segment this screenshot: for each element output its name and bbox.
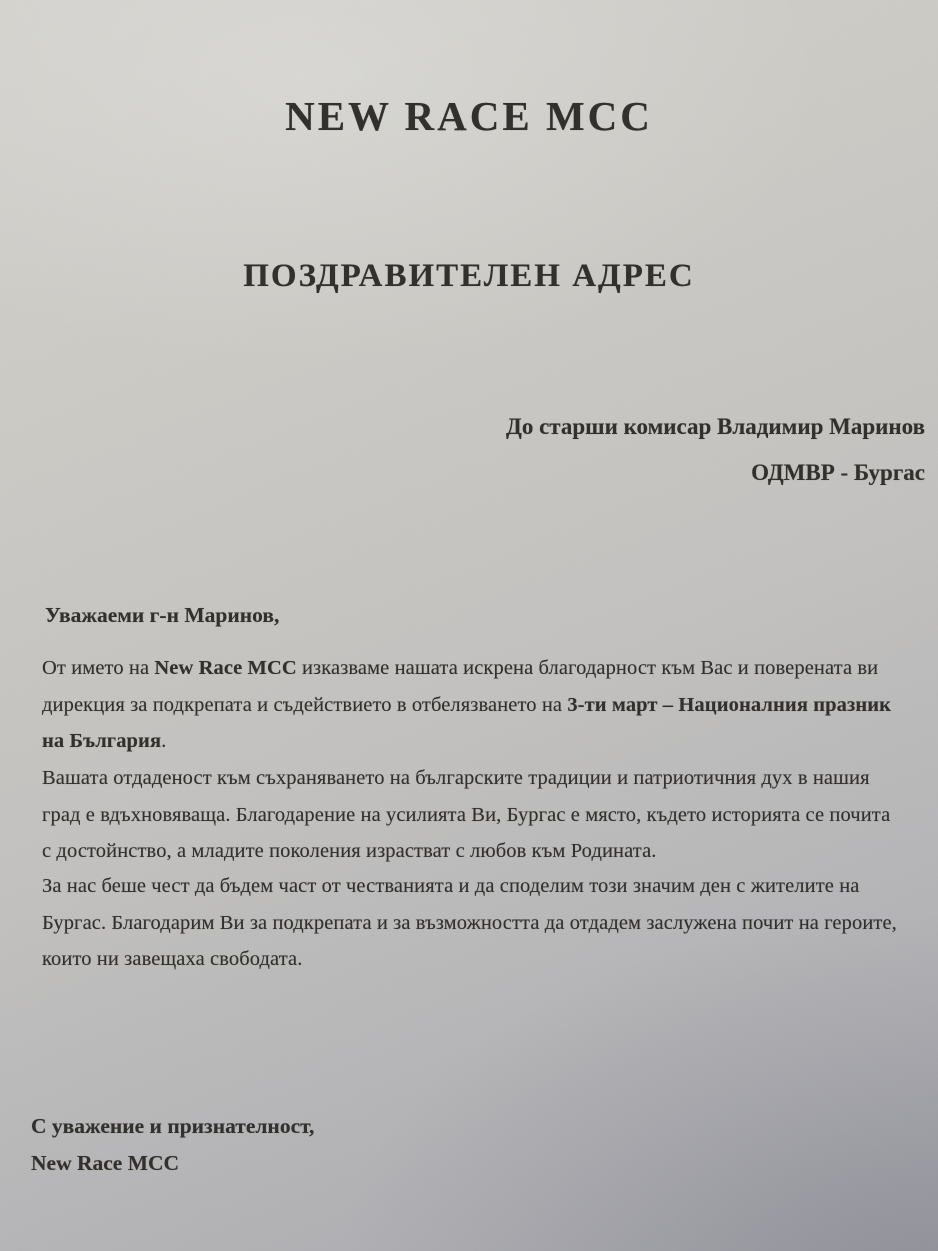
paragraph-1 <box>42 650 904 760</box>
recipient-block <box>506 404 925 496</box>
document-heading: ПОЗДРАВИТЕЛЕН АДРЕС <box>243 258 695 294</box>
signature-org-name: New Race MCC <box>31 1151 180 1175</box>
recipient-line-2: ОДМВР - Бургас <box>751 460 925 485</box>
org-name-bold: New Race MCC <box>154 657 297 679</box>
closing-block <box>31 1108 314 1182</box>
paragraph-3: За нас беше чест да бъдем част от честванията и да споделим този значим ден с жителите на Бургас. Благодарим Ви за подкрепата и за възможността да отдадем заслужена почит на героите, които ни завещаха свободата. <box>42 875 897 970</box>
paragraph-1-text-b: изказваме нашата искрена благодарност към Вас и поверената ви дирекция за подкрепата и съдействието в отбелязването на <box>42 657 879 716</box>
recipient-line-1: До старши комисар Владимир Маринов <box>506 414 925 439</box>
salutation: Уважаеми г-н Маринов, <box>45 603 280 627</box>
paragraph-1-text-c: . <box>161 730 167 752</box>
closing-line: С уважение и признателност, <box>31 1114 315 1138</box>
paragraph-1-text-a: От името на <box>42 657 155 679</box>
paragraph-2: Вашата отдаденост към съхраняването на българските традиции и патриотичния дух в нашия град е вдъхновяваща. Благодарение на усилията Ви, Бургас е място, където историята се почита с достойнство, а младите поколения израстват с любов към Родината. <box>42 767 891 862</box>
holiday-name-bold: 3-ти март – Националния празник на България <box>42 693 892 752</box>
org-title: NEW RACE MCC <box>285 93 653 139</box>
